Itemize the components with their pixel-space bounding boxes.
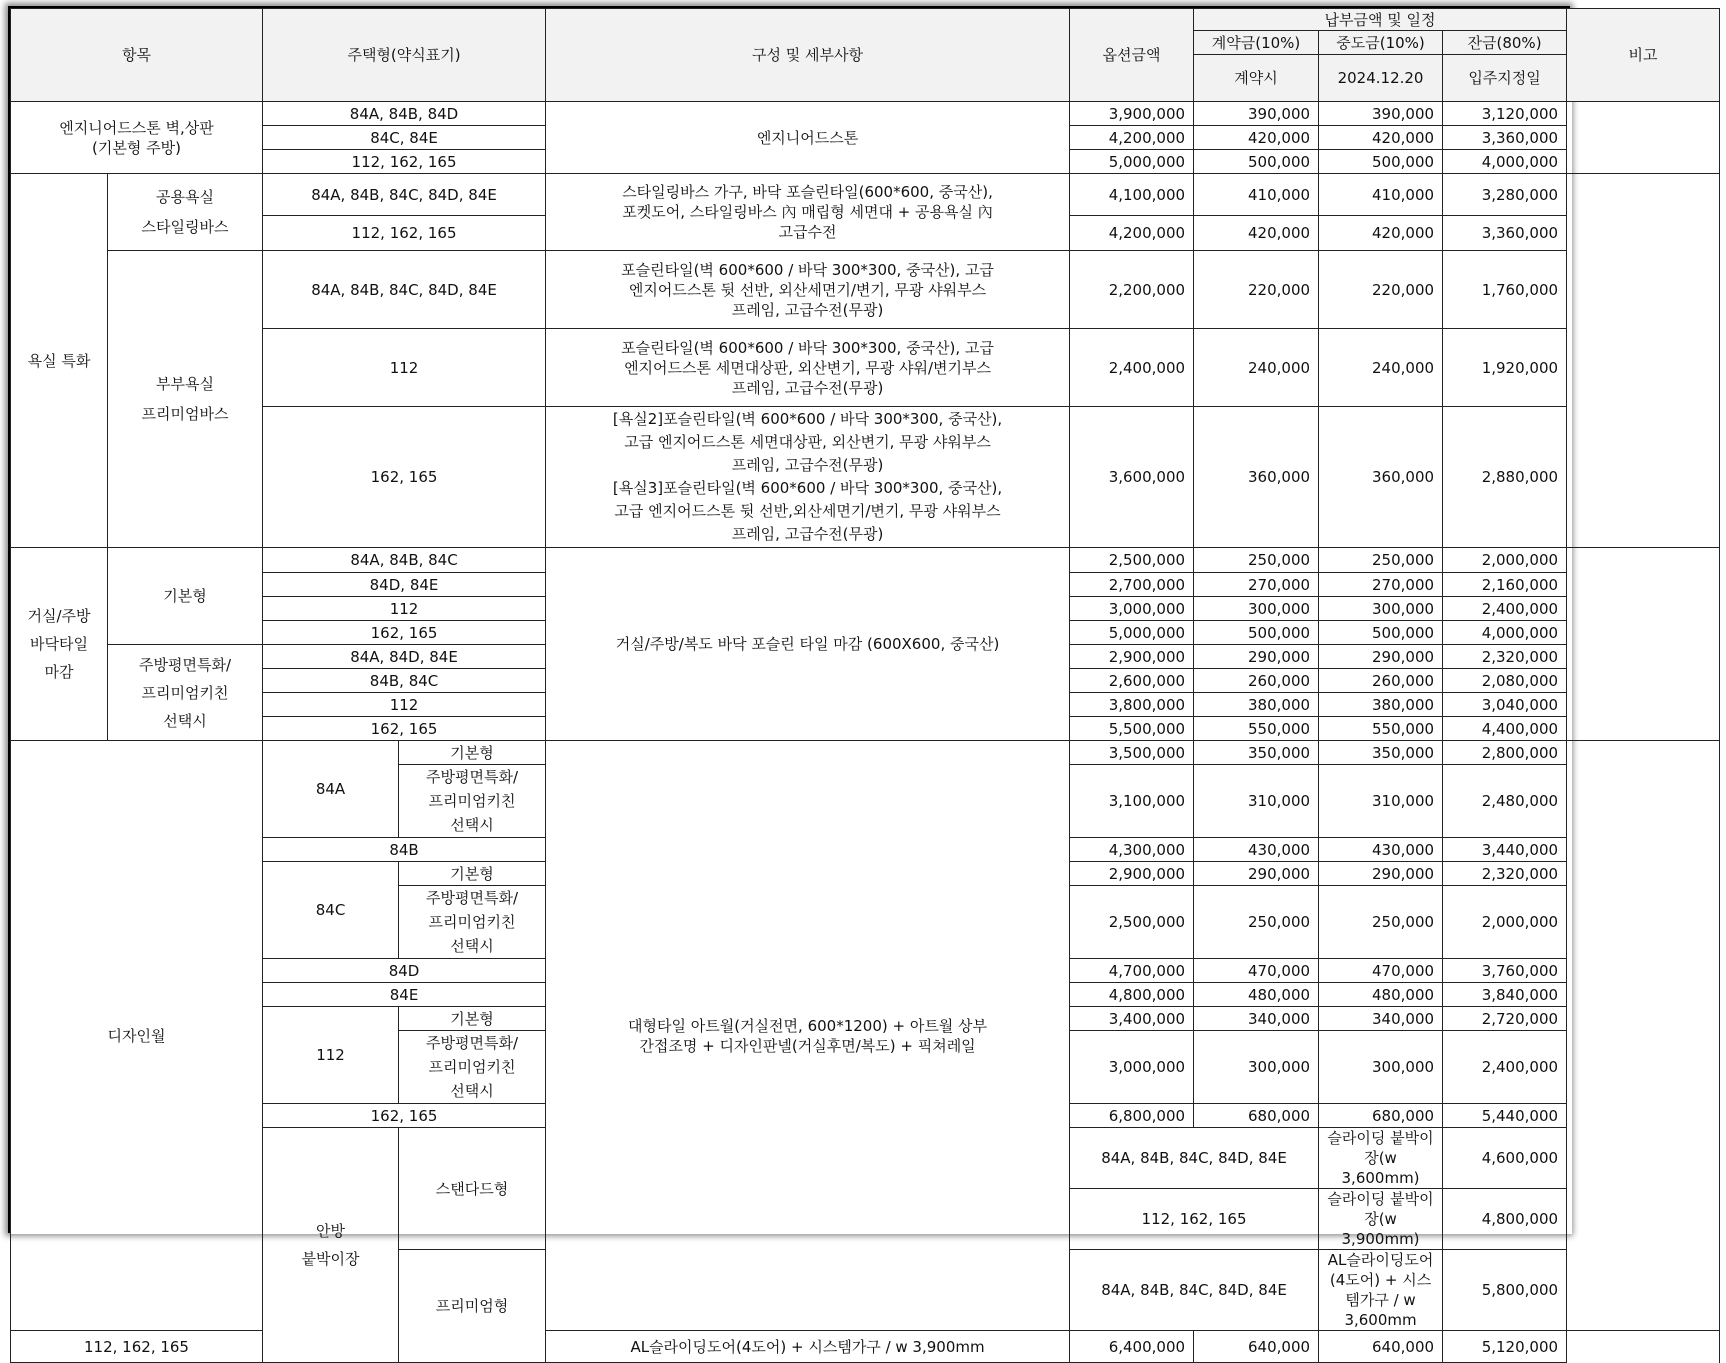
deposit-amount: 350,000 [1194, 741, 1319, 765]
balance-amount: 2,480,000 [1443, 765, 1567, 838]
detail-cell: 스타일링바스 가구, 바닥 포슬린타일(600*600, 중국산), 포켓도어, 스타일링바스 內 매립형 세면대 + 공용욕실 內 고급수전 [546, 174, 1070, 251]
table-row [11, 741, 1720, 765]
deposit-amount: 420,000 [1194, 216, 1319, 251]
subcategory-premium-closet: 프리미엄형 [399, 1250, 546, 1363]
deposit-amount: 420,000 [1194, 126, 1319, 150]
option-price: 3,100,000 [1070, 765, 1194, 838]
header-row [11, 9, 1720, 31]
variant-basic: 기본형 [399, 741, 546, 765]
detail-cell: 슬라이딩 붙박이장(w 3,600mm) [1319, 1128, 1443, 1189]
option-price: 3,800,000 [1070, 693, 1194, 717]
header-middle-when: 2024.12.20 [1319, 55, 1443, 102]
middle-amount: 420,000 [1319, 216, 1443, 251]
house-type: 84C, 84E [263, 126, 546, 150]
deposit-amount: 240,000 [1194, 329, 1319, 407]
house-type: 84D, 84E [263, 573, 546, 597]
balance-amount: 2,320,000 [1443, 862, 1567, 886]
house-type: 84E [263, 983, 546, 1007]
house-type: 112 [263, 597, 546, 621]
house-type: 112 [263, 329, 546, 407]
deposit-amount: 270,000 [1194, 573, 1319, 597]
balance-amount: 2,720,000 [1443, 1007, 1567, 1031]
deposit-amount: 470,000 [1194, 959, 1319, 983]
header-balance-when: 입주지정일 [1443, 55, 1567, 102]
balance-amount: 4,000,000 [1443, 150, 1567, 174]
option-price: 3,400,000 [1070, 1007, 1194, 1031]
balance-amount: 2,400,000 [1443, 1031, 1567, 1104]
middle-amount: 500,000 [1319, 150, 1443, 174]
deposit-amount: 300,000 [1194, 597, 1319, 621]
house-type: 84D [263, 959, 546, 983]
balance-amount: 3,120,000 [1443, 102, 1567, 126]
table-row [11, 548, 1720, 573]
option-price: 2,500,000 [1070, 548, 1194, 573]
middle-amount: 380,000 [1319, 693, 1443, 717]
balance-amount: 5,120,000 [1443, 1331, 1567, 1363]
house-type: 84A, 84B, 84C, 84D, 84E [1070, 1128, 1319, 1189]
balance-amount: 4,400,000 [1443, 717, 1567, 741]
option-price: 2,700,000 [1070, 573, 1194, 597]
middle-amount: 250,000 [1319, 886, 1443, 959]
middle-amount: 410,000 [1319, 174, 1443, 216]
option-price: 3,900,000 [1070, 102, 1194, 126]
option-price: 2,200,000 [1070, 251, 1194, 329]
deposit-amount: 310,000 [1194, 765, 1319, 838]
deposit-amount: 410,000 [1194, 174, 1319, 216]
deposit-amount: 380,000 [1194, 693, 1319, 717]
middle-amount: 390,000 [1319, 102, 1443, 126]
header-item: 항목 [11, 9, 263, 102]
middle-amount: 350,000 [1319, 741, 1443, 765]
middle-amount: 260,000 [1319, 669, 1443, 693]
middle-amount: 470,000 [1319, 959, 1443, 983]
middle-amount: 250,000 [1319, 548, 1443, 573]
variant-kitchen: 주방평면특화/ 프리미엄키친 선택시 [399, 765, 546, 838]
header-note: 비고 [1567, 9, 1720, 102]
option-price: 4,600,000 [1443, 1128, 1567, 1189]
deposit-amount: 290,000 [1194, 862, 1319, 886]
middle-amount: 220,000 [1319, 251, 1443, 329]
category-engineered-stone: 엔지니어드스톤 벽,상판 (기본형 주방) [11, 102, 263, 174]
deposit-amount: 500,000 [1194, 621, 1319, 645]
variant-kitchen: 주방평면특화/ 프리미엄키친 선택시 [399, 886, 546, 959]
balance-amount: 2,080,000 [1443, 669, 1567, 693]
note-cell [1567, 174, 1720, 548]
header-house-type: 주택형(약식표기) [263, 9, 546, 102]
deposit-amount: 680,000 [1194, 1104, 1319, 1128]
header-option-price: 옵션금액 [1070, 9, 1194, 102]
middle-amount: 480,000 [1319, 983, 1443, 1007]
deposit-amount: 640,000 [1194, 1331, 1319, 1363]
option-price: 2,400,000 [1070, 329, 1194, 407]
house-type: 162, 165 [263, 407, 546, 548]
detail-cell: AL슬라이딩도어(4도어) + 시스템가구 / w 3,600mm [1319, 1250, 1443, 1331]
middle-amount: 340,000 [1319, 1007, 1443, 1031]
middle-amount: 550,000 [1319, 717, 1443, 741]
subcategory-living-kitchen: 주방평면특화/ 프리미엄키친 선택시 [108, 645, 263, 741]
option-price-sheet [10, 8, 1658, 1356]
balance-amount: 3,040,000 [1443, 693, 1567, 717]
middle-amount: 430,000 [1319, 838, 1443, 862]
middle-amount: 420,000 [1319, 126, 1443, 150]
option-price: 4,800,000 [1070, 983, 1194, 1007]
table-row [11, 251, 1720, 329]
house-type: 84B, 84C [263, 669, 546, 693]
option-price: 5,500,000 [1070, 717, 1194, 741]
note-cell [1567, 102, 1720, 174]
table-row [11, 102, 1720, 126]
house-type: 84B [263, 838, 546, 862]
option-price: 3,500,000 [1070, 741, 1194, 765]
header-balance: 잔금(80%) [1443, 31, 1567, 55]
header-schedule: 납부금액 및 일정 [1194, 9, 1567, 31]
balance-amount: 1,760,000 [1443, 251, 1567, 329]
house-type: 162, 165 [263, 717, 546, 741]
option-price: 6,800,000 [1070, 1104, 1194, 1128]
detail-cell: 엔지니어드스톤 [546, 102, 1070, 174]
house-type: 84A, 84B, 84D [263, 102, 546, 126]
balance-amount: 3,360,000 [1443, 216, 1567, 251]
balance-amount: 2,320,000 [1443, 645, 1567, 669]
deposit-amount: 340,000 [1194, 1007, 1319, 1031]
variant-basic: 기본형 [399, 862, 546, 886]
balance-amount: 1,920,000 [1443, 329, 1567, 407]
deposit-amount: 250,000 [1194, 548, 1319, 573]
note-cell [1567, 741, 1720, 1331]
header-deposit: 계약금(10%) [1194, 31, 1319, 55]
option-price: 5,800,000 [1443, 1250, 1567, 1331]
option-price: 4,200,000 [1070, 126, 1194, 150]
detail-cell: 거실/주방/복도 바닥 포슬린 타일 마감 (600X600, 중국산) [546, 548, 1070, 741]
subcategory-master-bath: 부부욕실 프리미엄바스 [108, 251, 263, 548]
house-type: 112, 162, 165 [263, 216, 546, 251]
option-price: 5,000,000 [1070, 150, 1194, 174]
balance-amount: 2,000,000 [1443, 886, 1567, 959]
option-price: 3,000,000 [1070, 597, 1194, 621]
header-detail: 구성 및 세부사항 [546, 9, 1070, 102]
variant-kitchen: 주방평면특화/ 프리미엄키친 선택시 [399, 1031, 546, 1104]
category-living-floor: 거실/주방 바닥타일 마감 [11, 548, 108, 741]
house-type: 84C [263, 862, 399, 959]
house-type: 84A [263, 741, 399, 838]
deposit-amount: 220,000 [1194, 251, 1319, 329]
balance-amount: 5,440,000 [1443, 1104, 1567, 1128]
middle-amount: 640,000 [1319, 1331, 1443, 1363]
option-price: 5,000,000 [1070, 621, 1194, 645]
header-middle-payment: 중도금(10%) [1319, 31, 1443, 55]
deposit-amount: 290,000 [1194, 645, 1319, 669]
house-type: 84A, 84B, 84C, 84D, 84E [263, 251, 546, 329]
deposit-amount: 480,000 [1194, 983, 1319, 1007]
table-row [11, 329, 1720, 407]
deposit-amount: 250,000 [1194, 886, 1319, 959]
balance-amount: 3,840,000 [1443, 983, 1567, 1007]
detail-cell: AL슬라이딩도어(4도어) + 시스템가구 / w 3,900mm [546, 1331, 1070, 1363]
house-type: 162, 165 [263, 621, 546, 645]
category-bath: 욕실 특화 [11, 174, 108, 548]
deposit-amount: 300,000 [1194, 1031, 1319, 1104]
house-type: 112, 162, 165 [263, 150, 546, 174]
balance-amount: 2,800,000 [1443, 741, 1567, 765]
category-closet: 안방 붙박이장 [263, 1128, 399, 1363]
detail-cell: 대형타일 아트월(거실전면, 600*1200) + 아트월 상부 간접조명 + 디자인판넬(거실후면/복도) + 픽쳐레일 [546, 741, 1070, 1331]
option-price: 4,100,000 [1070, 174, 1194, 216]
variant-basic: 기본형 [399, 1007, 546, 1031]
middle-amount: 300,000 [1319, 1031, 1443, 1104]
detail-cell: 포슬린타일(벽 600*600 / 바닥 300*300, 중국산), 고급 엔지어드스톤 세면대상판, 외산변기, 무광 샤워/변기부스 프레임, 고급수전(무광) [546, 329, 1070, 407]
option-price: 2,600,000 [1070, 669, 1194, 693]
option-price: 3,600,000 [1070, 407, 1194, 548]
category-design-wall: 디자인월 [11, 741, 263, 1331]
option-price: 2,500,000 [1070, 886, 1194, 959]
middle-amount: 290,000 [1319, 862, 1443, 886]
deposit-amount: 430,000 [1194, 838, 1319, 862]
middle-amount: 310,000 [1319, 765, 1443, 838]
balance-amount: 3,760,000 [1443, 959, 1567, 983]
balance-amount: 3,280,000 [1443, 174, 1567, 216]
balance-amount: 2,160,000 [1443, 573, 1567, 597]
balance-amount: 2,400,000 [1443, 597, 1567, 621]
middle-amount: 300,000 [1319, 597, 1443, 621]
deposit-amount: 260,000 [1194, 669, 1319, 693]
option-price: 4,700,000 [1070, 959, 1194, 983]
balance-amount: 2,000,000 [1443, 548, 1567, 573]
house-type: 112 [263, 1007, 399, 1104]
option-price: 4,800,000 [1443, 1189, 1567, 1250]
house-type: 84A, 84B, 84C, 84D, 84E [1070, 1250, 1319, 1331]
house-type: 112, 162, 165 [11, 1331, 263, 1363]
subcategory-living-basic: 기본형 [108, 548, 263, 645]
balance-amount: 2,880,000 [1443, 407, 1567, 548]
option-price: 3,000,000 [1070, 1031, 1194, 1104]
detail-cell: [욕실2]포슬린타일(벽 600*600 / 바닥 300*300, 중국산), 고급 엔지어드스톤 세면대상판, 외산변기, 무광 샤워부스 프레임, 고급수전(무광) [욕실3]포슬린타일(벽 600*600 / 바닥 300*300, 중국산), 고급 엔지어드스톤 뒷 선반,외산세면기/변기, 무광 샤워부스 프레임, 고급수전(무광) [546, 407, 1070, 548]
middle-amount: 500,000 [1319, 621, 1443, 645]
note-cell [1567, 548, 1720, 741]
middle-amount: 680,000 [1319, 1104, 1443, 1128]
house-type: 112 [263, 693, 546, 717]
deposit-amount: 390,000 [1194, 102, 1319, 126]
option-price: 4,300,000 [1070, 838, 1194, 862]
option-price-table [10, 8, 1720, 1363]
middle-amount: 360,000 [1319, 407, 1443, 548]
balance-amount: 4,000,000 [1443, 621, 1567, 645]
house-type: 84A, 84B, 84C [263, 548, 546, 573]
middle-amount: 270,000 [1319, 573, 1443, 597]
header-deposit-when: 계약시 [1194, 55, 1319, 102]
house-type: 84A, 84D, 84E [263, 645, 546, 669]
detail-cell: 슬라이딩 붙박이장(w 3,900mm) [1319, 1189, 1443, 1250]
table-row [11, 407, 1720, 548]
option-price: 2,900,000 [1070, 862, 1194, 886]
option-price: 6,400,000 [1070, 1331, 1194, 1363]
option-price: 4,200,000 [1070, 216, 1194, 251]
middle-amount: 290,000 [1319, 645, 1443, 669]
deposit-amount: 550,000 [1194, 717, 1319, 741]
detail-cell: 포슬린타일(벽 600*600 / 바닥 300*300, 중국산), 고급 엔지어드스톤 뒷 선반, 외산세면기/변기, 무광 샤워부스 프레임, 고급수전(무광) [546, 251, 1070, 329]
house-type: 162, 165 [263, 1104, 546, 1128]
balance-amount: 3,360,000 [1443, 126, 1567, 150]
middle-amount: 240,000 [1319, 329, 1443, 407]
subcategory-common-bath: 공용욕실 스타일링바스 [108, 174, 263, 251]
table-row [11, 174, 1720, 216]
balance-amount: 3,440,000 [1443, 838, 1567, 862]
option-price: 2,900,000 [1070, 645, 1194, 669]
deposit-amount: 500,000 [1194, 150, 1319, 174]
house-type: 112, 162, 165 [1070, 1189, 1319, 1250]
subcategory-standard-closet: 스탠다드형 [399, 1128, 546, 1250]
house-type: 84A, 84B, 84C, 84D, 84E [263, 174, 546, 216]
deposit-amount: 360,000 [1194, 407, 1319, 548]
